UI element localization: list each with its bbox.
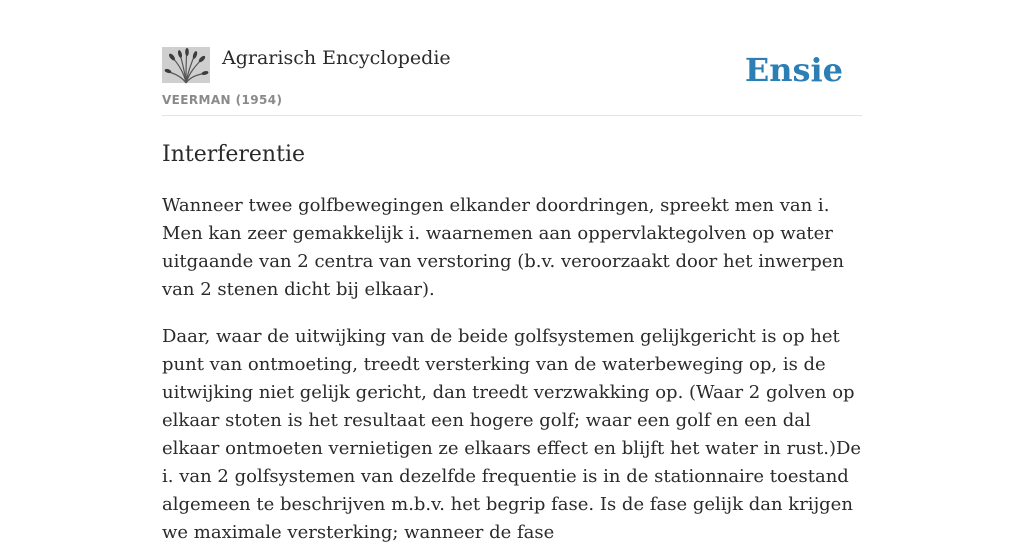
paragraph-1: Wanneer twee golfbewegingen elkander doordringen, spreekt men van i. Men kan zeer gemakkelijk i. waarnemen aan oppervlaktegolven op water uitgaande van 2 centra van verstoring (b.v. veroorzaakt door het inwerpen van 2 stenen dicht bij elkaar). <box>162 195 844 300</box>
article-container <box>162 46 862 547</box>
wheat-logo-icon[interactable] <box>162 47 210 83</box>
header <box>162 46 862 116</box>
site-name[interactable]: Agrarisch Encyclopedie <box>222 47 451 69</box>
author-label: VEERMAN (1954) <box>162 93 283 107</box>
paragraph-2: Daar, waar de uitwijking van de beide golfsystemen gelijkgericht is op het punt van ontmoeting, treedt versterking van de waterbeweging op, is de uitwijking niet gelijk gericht, dan treedt verzwakking op. (Waar 2 golven op elkaar stoten is het resultaat een hogere golf; waar een golf en een dal elkaar ontmoeten vernietigen ze elkaars effect en blijft het water in rust.)De i. van 2 golfsystemen van dezelfde frequentie is in de stationnaire toestand algemeen te beschrijven m.b.v. het begrip fase. Is de fase gelijk dan krijgen we maximale versterking; wanneer de fase <box>162 326 862 543</box>
article-title: Interferentie <box>162 142 305 167</box>
brand-logo[interactable]: Ensie <box>744 51 843 89</box>
